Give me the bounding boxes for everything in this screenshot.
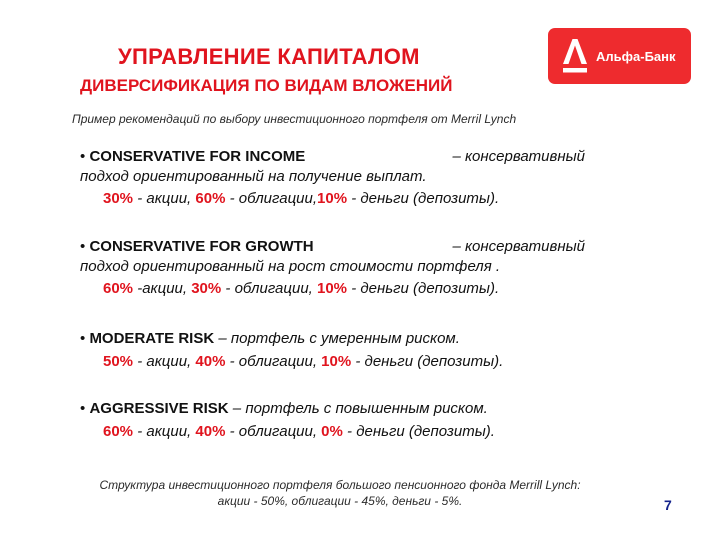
stocks-label: -акции, (133, 280, 192, 297)
stocks-percent: 50% (103, 353, 134, 370)
alfa-letter-icon (556, 33, 594, 79)
strategy-name: CONSERVATIVE FOR INCOME (89, 148, 306, 165)
strategy-item (80, 147, 585, 209)
cash-percent: 10% (317, 190, 348, 207)
stocks-label: - акции, (133, 423, 196, 440)
bullet: • (80, 238, 86, 255)
strategy-name: MODERATE RISK (89, 330, 215, 347)
source-note: Пример рекомендаций по выбору инвестиционного портфеля от Merril Lynch (72, 112, 517, 126)
cash-percent: 10% (321, 353, 352, 370)
bonds-percent: 30% (191, 280, 222, 297)
cash-label: - деньги (депозиты). (347, 190, 500, 207)
allocation-line (80, 352, 585, 372)
stocks-percent: 30% (103, 190, 134, 207)
strategy-description: – консервативный (452, 238, 585, 255)
strategy-name: AGGRESSIVE RISK (89, 400, 229, 417)
bonds-percent: 40% (195, 423, 226, 440)
stocks-percent: 60% (103, 280, 134, 297)
strategy-description-continued: подход ориентированный на рост стоимости портфеля . (80, 258, 501, 275)
bullet: • (80, 148, 86, 165)
strategy-description: – портфель с умеренным риском. (214, 330, 460, 347)
cash-label: - деньги (депозиты). (351, 353, 504, 370)
cash-label: - деньги (депозиты). (347, 280, 500, 297)
allocation-line (80, 422, 585, 442)
stocks-label: - акции, (133, 190, 196, 207)
page-subtitle: ДИВЕРСИФИКАЦИЯ ПО ВИДАМ ВЛОЖЕНИЙ (80, 76, 453, 95)
page-title: УПРАВЛЕНИЕ КАПИТАЛОМ (118, 44, 420, 69)
bonds-label: - облигации, (225, 190, 318, 207)
bullet: • (80, 330, 86, 347)
cash-label: - деньги (депозиты). (342, 423, 495, 440)
bonds-label: - облигации, (225, 353, 322, 370)
bonds-percent: 60% (195, 190, 226, 207)
page-number: 7 (664, 497, 672, 513)
cash-percent: 0% (321, 423, 343, 440)
footer-line: акции - 50%, облигации - 45%, деньги - 5%. (217, 494, 463, 508)
bonds-label: - облигации, (225, 423, 322, 440)
strategy-item (80, 237, 585, 299)
logo-text: Альфа-Банк (596, 48, 676, 64)
strategy-item (80, 399, 585, 442)
strategy-description: – портфель с повышенным риском. (228, 400, 488, 417)
cash-percent: 10% (317, 280, 348, 297)
strategy-description: – консервативный (452, 148, 585, 165)
footer-note (40, 477, 640, 509)
strategy-description-continued: подход ориентированный на получение выплат. (80, 168, 427, 185)
alfa-bank-logo (548, 28, 691, 84)
stocks-percent: 60% (103, 423, 134, 440)
bonds-percent: 40% (195, 353, 226, 370)
footer-line: Структура инвестиционного портфеля большого пенсионного фонда Merrill Lynch: (99, 478, 581, 492)
stocks-label: - акции, (133, 353, 196, 370)
strategy-name: CONSERVATIVE FOR GROWTH (89, 238, 314, 255)
allocation-line (80, 189, 585, 209)
strategy-item (80, 329, 585, 372)
bullet: • (80, 400, 86, 417)
allocation-line (80, 279, 585, 299)
bonds-label: - облигации, (221, 280, 317, 297)
